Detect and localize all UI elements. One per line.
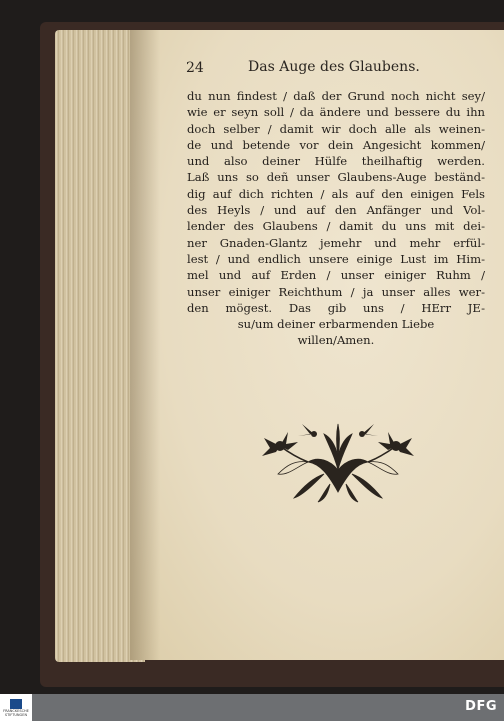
- footer-bar: [0, 694, 504, 721]
- text-line: su/um deiner erbarmenden Liebe: [237, 317, 435, 332]
- gutter-shadow: [130, 30, 160, 660]
- text-line: und also deiner Hülfe theilhaftig werden.: [187, 154, 485, 169]
- library-logo-mark: [10, 699, 22, 709]
- library-logo-text: FRANCKESCHE STIFTUNGEN: [3, 708, 29, 717]
- text-line: ner Gnaden-Glantz jemehr und mehr erfül-: [187, 235, 485, 250]
- text-line: lender des Glaubens / damit du uns mit dei-: [187, 219, 485, 234]
- text-line: dig auf dich richten / als auf den einigen Fels: [187, 186, 485, 201]
- text-line: den mögest. Das gib uns / HErr JE-: [187, 300, 485, 315]
- floral-ornament: [258, 404, 418, 504]
- text-line: unser einiger Reichthum / ja unser alles wer-: [187, 284, 485, 299]
- text-line: du nun findest / daß der Grund noch nicht sey/: [187, 89, 485, 103]
- text-line: wie er seyn soll / da ändere und bessere du ihn: [187, 105, 485, 120]
- page-number: 24: [186, 60, 204, 76]
- text-line: willen/Amen.: [297, 333, 375, 348]
- text-line: lest / und endlich unsere einige Lust im Him-: [187, 251, 485, 266]
- text-line: des Heyls / und auf den Anfänger und Vol-: [187, 203, 485, 218]
- text-line: de und betende vor dein Angesicht kommen/: [187, 137, 485, 152]
- text-block: [187, 88, 485, 349]
- text-line: doch selber / damit wir doch alle als weinen-: [187, 121, 485, 136]
- text-line: Laß uns so deñ unser Glaubens-Auge beständ-: [187, 170, 485, 185]
- library-logo[interactable]: [0, 694, 32, 721]
- running-head: Das Auge des Glaubens.: [248, 59, 420, 75]
- text-line: mel und auf Erden / unser einiger Ruhm /: [187, 268, 485, 283]
- dfg-logo[interactable]: DFG: [465, 699, 497, 714]
